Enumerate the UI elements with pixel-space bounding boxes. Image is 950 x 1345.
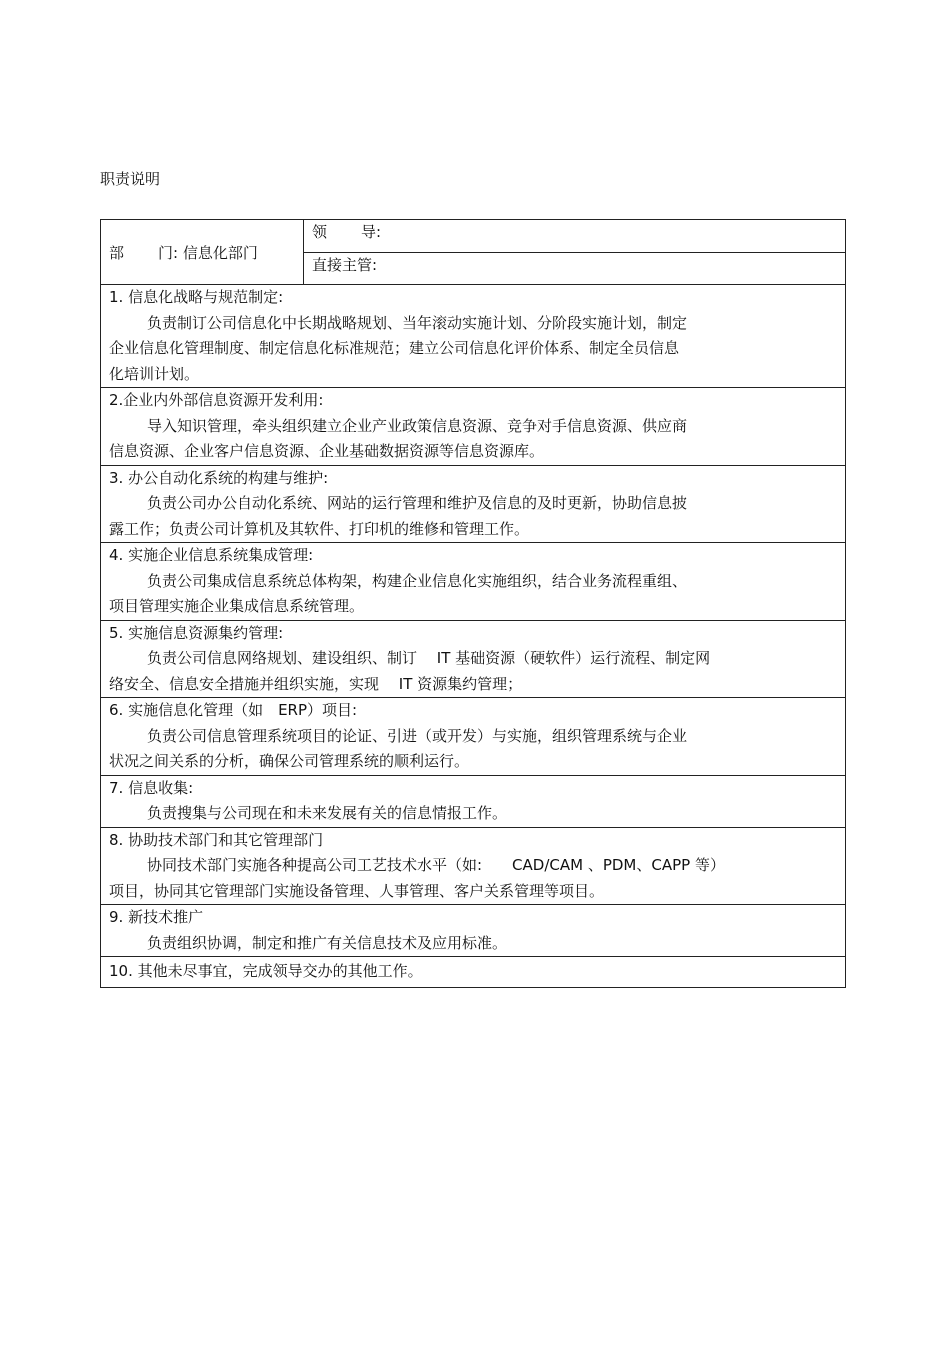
supervisor-cell — [304, 252, 846, 285]
section-text-line: 负责公司信息管理系统项目的论证、引进（或开发）与实施，组织管理系统与企业 — [147, 726, 688, 745]
section-row — [101, 827, 846, 905]
section-text-line: 负责公司办公自动化系统、网站的运行管理和维护及信息的及时更新，协助信息披 — [147, 494, 688, 512]
section-row — [101, 905, 846, 957]
section-text-line: 负责公司信息网络规划、建设组织、制订 IT 基础资源（硬软件）运行流程、制定网 — [147, 649, 711, 667]
sections-body — [101, 285, 846, 988]
section-row — [101, 957, 846, 988]
section-text-line: 负责组织协调，制定和推广有关信息技术及应用标准。 — [147, 933, 508, 952]
section-row — [101, 388, 846, 466]
section-heading: 3. 办公自动化系统的构建与维护: — [109, 468, 329, 487]
section-cell — [101, 775, 846, 827]
duty-table — [100, 219, 846, 988]
section-heading: 9. 新技术推广 — [109, 908, 204, 926]
section-row — [101, 543, 846, 621]
section-heading: 10. 其他未尽事宜，完成领导交办的其他工作。 — [109, 962, 423, 980]
supervisor-label: 直接主管: — [312, 255, 378, 274]
section-cell — [101, 827, 846, 905]
section-cell — [101, 388, 846, 466]
section-text-line: 项目管理实施企业集成信息系统管理。 — [109, 597, 365, 615]
section-cell — [101, 285, 846, 388]
leader-label-2: 导: — [361, 223, 382, 241]
leader-cell — [304, 220, 846, 253]
section-row — [101, 285, 846, 388]
section-heading: 4. 实施企业信息系统集成管理: — [109, 546, 314, 564]
section-cell — [101, 543, 846, 621]
section-text-line: 负责制订公司信息化中长期战略规划、当年滚动实施计划、分阶段实施计划，制定 — [147, 313, 688, 332]
section-cell — [101, 465, 846, 543]
section-heading: 7. 信息收集: — [109, 778, 194, 797]
section-cell — [101, 957, 846, 988]
department-cell — [101, 220, 304, 285]
section-cell — [101, 698, 846, 776]
department-value: 信息化部门 — [182, 243, 258, 262]
section-row — [101, 465, 846, 543]
section-text-line: 协同技术部门实施各种提高公司工艺技术水平（如: CAD/CAM 、PDM、CAPP 等） — [147, 856, 725, 874]
section-cell — [101, 905, 846, 957]
department-label: 部 — [109, 243, 125, 262]
leader-label: 领 — [312, 223, 328, 241]
section-text-line: 项目，协同其它管理部门实施设备管理、人事管理、客户关系管理等项目。 — [109, 881, 605, 900]
section-text-line: 露工作；负责公司计算机及其软件、打印机的维修和管理工作。 — [109, 519, 530, 538]
section-text-line: 状况之间关系的分析，确保公司管理系统的顺利运行。 — [109, 752, 470, 770]
section-row — [101, 698, 846, 776]
section-text-line: 络安全、信息安全措施并组织实施，实现 IT 资源集约管理； — [109, 674, 523, 693]
section-row — [101, 775, 846, 827]
section-text-line: 企业信息化管理制度、制定信息化标准规范；建立公司信息化评价体系、制定全员信息 — [109, 339, 680, 357]
section-text-line: 信息资源、企业客户信息资源、企业基础数据资源等信息资源库。 — [109, 442, 545, 460]
section-cell — [101, 620, 846, 698]
section-heading: 5. 实施信息资源集约管理: — [109, 623, 284, 642]
section-row — [101, 620, 846, 698]
section-heading: 6. 实施信息化管理（如 ERP）项目: — [109, 701, 358, 719]
section-text-line: 负责公司集成信息系统总体构架，构建企业信息化实施组织，结合业务流程重组、 — [147, 571, 688, 590]
header-row-leader — [101, 220, 846, 253]
section-heading: 8. 协助技术部门和其它管理部门 — [109, 830, 324, 849]
document-title: 职责说明 — [100, 170, 161, 188]
section-text-line: 化培训计划。 — [109, 364, 200, 383]
section-text-line: 负责搜集与公司现在和未来发展有关的信息情报工作。 — [147, 804, 508, 822]
department-label-2: 门: — [158, 243, 179, 262]
section-heading: 1. 信息化战略与规范制定: — [109, 288, 284, 306]
section-text-line: 导入知识管理，牵头组织建立企业产业政策信息资源、竞争对手信息资源、供应商 — [147, 416, 688, 435]
section-heading: 2.企业内外部信息资源开发利用: — [109, 391, 324, 409]
